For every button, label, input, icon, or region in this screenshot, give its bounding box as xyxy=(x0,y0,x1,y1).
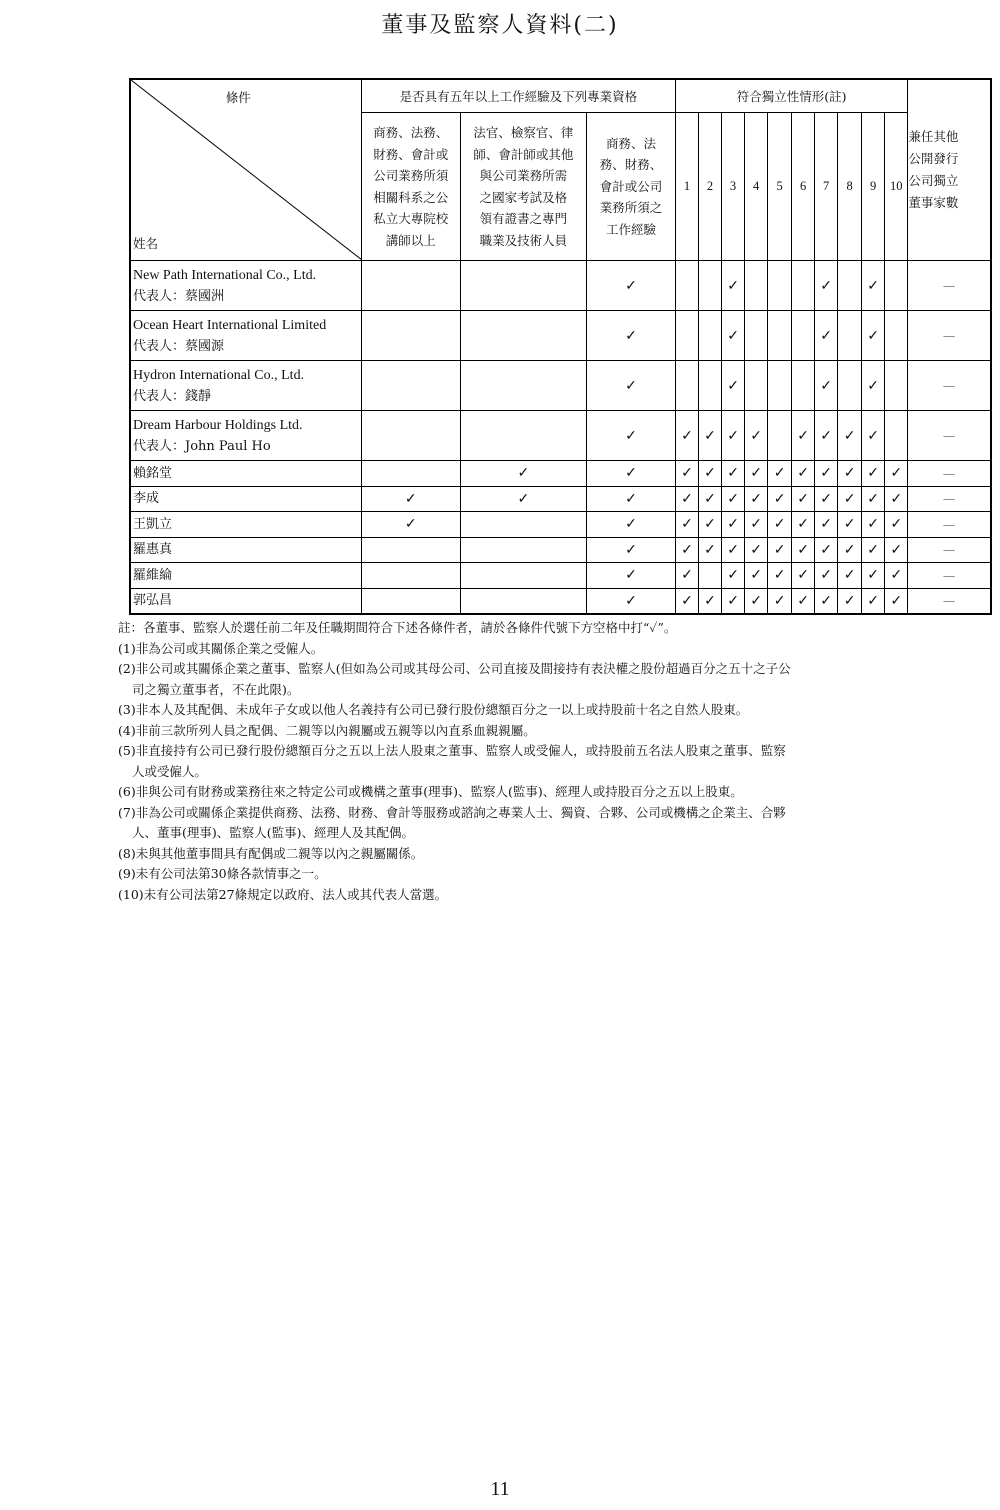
footnote-item: (9)未有公司法第30條各款情事之一。 xyxy=(118,866,327,881)
check-cell: ✓ xyxy=(792,411,815,461)
page-title: 董事及監察人資料(二) xyxy=(381,13,619,38)
table-row xyxy=(130,411,991,461)
check-cell: ✓ xyxy=(586,537,675,563)
check-cell: ✓ xyxy=(792,512,815,538)
footnote-item: (3)非本人及其配偶、未成年子女或以他人名義持有公司已發行股份總額百分之一以上或持股前十名之自然人股東。 xyxy=(118,702,749,717)
check-cell: ✓ xyxy=(768,537,792,563)
check-cell xyxy=(885,261,908,311)
table-row xyxy=(130,563,991,589)
check-cell xyxy=(460,588,586,614)
independence-group-header: 符合獨立性情形(註) xyxy=(676,79,908,113)
check-cell: ✓ xyxy=(586,461,675,487)
check-cell: ✓ xyxy=(722,588,745,614)
check-cell xyxy=(361,311,460,361)
check-cell: ✓ xyxy=(862,588,885,614)
check-cell: ✓ xyxy=(862,461,885,487)
check-cell: ✓ xyxy=(815,461,838,487)
independence-number: 8 xyxy=(838,113,862,261)
check-cell: ✓ xyxy=(586,311,675,361)
footnote-item-continued: 人或受僱人。 xyxy=(132,763,208,779)
check-cell xyxy=(768,261,792,311)
check-cell xyxy=(885,411,908,461)
check-cell: ✓ xyxy=(722,261,745,311)
check-cell: ✓ xyxy=(838,588,862,614)
check-cell: ✓ xyxy=(885,486,908,512)
dash-cell: — xyxy=(908,411,991,461)
check-cell: ✓ xyxy=(699,537,722,563)
experience-group-header: 是否具有五年以上工作經驗及下列專業資格 xyxy=(361,79,675,113)
check-cell xyxy=(699,361,722,411)
dash-cell: — xyxy=(908,486,991,512)
check-cell: ✓ xyxy=(722,537,745,563)
footnote-item: (6)非與公司有財務或業務往來之特定公司或機構之董事(理事)、監察人(監事)、經理人或持股百分之五以上股東。 xyxy=(118,784,743,799)
check-cell xyxy=(885,361,908,411)
check-cell xyxy=(361,563,460,589)
check-cell xyxy=(699,563,722,589)
check-cell xyxy=(361,537,460,563)
check-cell xyxy=(460,311,586,361)
footnote-item: (10)未有公司法第27條規定以政府、法人或其代表人當選。 xyxy=(118,886,448,902)
director-entity-name: Hydron International Co., Ltd. xyxy=(133,367,305,383)
check-cell: ✓ xyxy=(745,512,768,538)
table-row xyxy=(130,261,991,311)
check-cell: ✓ xyxy=(699,486,722,512)
director-name-cell xyxy=(130,411,361,461)
check-cell: ✓ xyxy=(815,588,838,614)
director-name-cell xyxy=(130,361,361,411)
check-cell: ✓ xyxy=(815,537,838,563)
check-cell: ✓ xyxy=(768,486,792,512)
dash-cell: — xyxy=(908,563,991,589)
check-cell: ✓ xyxy=(885,512,908,538)
footnote-intro: 註：各董事、監察人於選任前二年及任職期間符合下述各條件者，請於各條件代號下方空格中打“✓”。 xyxy=(118,620,677,635)
footnote-item: (5)非直接持有公司已發行股份總額百分之五以上法人股東之董事、監察人或受僱人，或持股前五名法人股東之董事、監察 xyxy=(118,743,786,758)
qualification-header-licensed: 法官、檢察官、律 師、會計師或其他 與公司業務所需 之國家考試及格 領有證書之專門 職業及技術人員 xyxy=(460,113,586,261)
director-representative: 代表人：John Paul Ho xyxy=(133,438,271,454)
check-cell xyxy=(676,311,699,361)
independence-number: 3 xyxy=(722,113,745,261)
check-cell xyxy=(768,361,792,411)
check-cell: ✓ xyxy=(676,461,699,487)
check-cell: ✓ xyxy=(815,563,838,589)
check-cell: ✓ xyxy=(768,588,792,614)
independence-number: 5 xyxy=(768,113,792,261)
header-corner xyxy=(130,79,361,261)
qualification-header-work-experience: 商務、法 務、財務、 會計或公司 業務所須之 工作經驗 xyxy=(586,113,675,261)
check-cell xyxy=(838,311,862,361)
independence-number: 6 xyxy=(792,113,815,261)
check-cell: ✓ xyxy=(885,563,908,589)
check-cell: ✓ xyxy=(815,512,838,538)
check-cell: ✓ xyxy=(745,563,768,589)
independence-number: 4 xyxy=(745,113,768,261)
check-cell: ✓ xyxy=(792,563,815,589)
check-cell: ✓ xyxy=(885,461,908,487)
director-entity-name: New Path International Co., Ltd. xyxy=(133,267,317,283)
check-cell: ✓ xyxy=(722,486,745,512)
check-cell xyxy=(361,461,460,487)
check-cell: ✓ xyxy=(586,261,675,311)
check-cell: ✓ xyxy=(862,261,885,311)
director-entity-name: Dream Harbour Holdings Ltd. xyxy=(133,417,303,433)
check-cell xyxy=(361,411,460,461)
check-cell: ✓ xyxy=(862,563,885,589)
check-cell: ✓ xyxy=(699,461,722,487)
independence-number: 10 xyxy=(885,113,908,261)
check-cell: ✓ xyxy=(862,411,885,461)
dash-cell: — xyxy=(908,311,991,361)
check-cell: ✓ xyxy=(745,411,768,461)
other-independent-director-count-header: 兼任其他 公開發行 公司獨立 董事家數 xyxy=(908,79,991,261)
check-cell: ✓ xyxy=(862,486,885,512)
check-cell: ✓ xyxy=(586,588,675,614)
check-cell xyxy=(699,261,722,311)
check-cell xyxy=(361,588,460,614)
check-cell: ✓ xyxy=(586,486,675,512)
check-cell xyxy=(699,311,722,361)
check-cell: ✓ xyxy=(862,311,885,361)
director-representative: 代表人：錢靜 xyxy=(133,388,212,404)
check-cell xyxy=(745,361,768,411)
check-cell: ✓ xyxy=(676,563,699,589)
footnote-item: (2)非公司或其關係企業之董事、監察人(但如為公司或其母公司、公司直接及間接持有表決權之股份超過百分之五十之子公 xyxy=(118,661,791,676)
check-cell: ✓ xyxy=(722,311,745,361)
check-cell: ✓ xyxy=(792,537,815,563)
director-qualification-table xyxy=(129,78,992,615)
check-cell xyxy=(460,361,586,411)
check-cell xyxy=(460,411,586,461)
check-cell: ✓ xyxy=(768,461,792,487)
dash-cell: — xyxy=(908,361,991,411)
check-cell: ✓ xyxy=(722,411,745,461)
check-cell: ✓ xyxy=(722,512,745,538)
independence-number: 1 xyxy=(676,113,699,261)
check-cell: ✓ xyxy=(586,411,675,461)
check-cell: ✓ xyxy=(815,311,838,361)
check-cell: ✓ xyxy=(792,486,815,512)
check-cell: ✓ xyxy=(699,512,722,538)
check-cell: ✓ xyxy=(838,563,862,589)
footnote-item: (7)非為公司或關係企業提供商務、法務、財務、會計等服務或諮詢之專業人士、獨資、合夥、公司或機構之企業主、合夥 xyxy=(118,804,786,820)
check-cell: ✓ xyxy=(745,486,768,512)
table-row xyxy=(130,361,991,411)
check-cell xyxy=(768,411,792,461)
check-cell: ✓ xyxy=(722,361,745,411)
check-cell: ✓ xyxy=(460,461,586,487)
check-cell: ✓ xyxy=(838,486,862,512)
check-cell: ✓ xyxy=(745,461,768,487)
footnotes xyxy=(118,618,998,905)
check-cell: ✓ xyxy=(838,411,862,461)
check-cell xyxy=(361,261,460,311)
check-cell: ✓ xyxy=(676,588,699,614)
check-cell: ✓ xyxy=(745,588,768,614)
dash-cell: — xyxy=(908,512,991,538)
table-row xyxy=(130,588,991,614)
check-cell xyxy=(460,537,586,563)
footnote-item-continued: 司之獨立董事者，不在此限)。 xyxy=(132,681,300,697)
dash-cell: — xyxy=(908,461,991,487)
check-cell: ✓ xyxy=(586,361,675,411)
check-cell: ✓ xyxy=(815,486,838,512)
check-cell: ✓ xyxy=(862,512,885,538)
qualification-header-academic: 商務、法務、 財務、會計或 公司業務所須 相關科系之公 私立大專院校 講師以上 xyxy=(361,113,460,261)
independence-number: 2 xyxy=(699,113,722,261)
dash-cell: — xyxy=(908,588,991,614)
check-cell: ✓ xyxy=(699,411,722,461)
check-cell: ✓ xyxy=(676,537,699,563)
check-cell: ✓ xyxy=(885,537,908,563)
director-name-cell: 賴銘堂 xyxy=(130,461,361,487)
table-row xyxy=(130,311,991,361)
director-name-cell: 羅惠真 xyxy=(130,537,361,563)
director-name-cell: 王凱立 xyxy=(130,512,361,538)
director-name-cell xyxy=(130,261,361,311)
check-cell: ✓ xyxy=(768,512,792,538)
check-cell: ✓ xyxy=(586,512,675,538)
check-cell: ✓ xyxy=(722,563,745,589)
check-cell: ✓ xyxy=(676,486,699,512)
check-cell xyxy=(460,512,586,538)
dash-cell: — xyxy=(908,537,991,563)
table-row xyxy=(130,486,991,512)
director-name-cell: 郭弘昌 xyxy=(130,588,361,614)
independence-number: 9 xyxy=(862,113,885,261)
check-cell: ✓ xyxy=(862,361,885,411)
check-cell: ✓ xyxy=(460,486,586,512)
check-cell: ✓ xyxy=(815,411,838,461)
check-cell: ✓ xyxy=(792,588,815,614)
check-cell: ✓ xyxy=(838,512,862,538)
check-cell: ✓ xyxy=(838,461,862,487)
check-cell: ✓ xyxy=(699,588,722,614)
director-name-cell: 李成 xyxy=(130,486,361,512)
check-cell: ✓ xyxy=(815,361,838,411)
table-row xyxy=(130,537,991,563)
check-cell: ✓ xyxy=(676,411,699,461)
check-cell: ✓ xyxy=(815,261,838,311)
check-cell xyxy=(676,361,699,411)
check-cell xyxy=(745,261,768,311)
corner-condition-label: 條件 xyxy=(225,90,251,105)
director-entity-name: Ocean Heart International Limited xyxy=(133,317,327,333)
footnote-item: (8)未與其他董事間具有配偶或二親等以內之親屬關係。 xyxy=(118,845,424,861)
check-cell: ✓ xyxy=(361,486,460,512)
check-cell xyxy=(792,261,815,311)
director-representative: 代表人：蔡國源 xyxy=(133,338,225,354)
footnote-item: (1)非為公司或其關係企業之受僱人。 xyxy=(118,640,324,656)
check-cell xyxy=(838,261,862,311)
check-cell: ✓ xyxy=(838,537,862,563)
corner-diagonal xyxy=(131,80,362,260)
check-cell: ✓ xyxy=(768,563,792,589)
check-cell xyxy=(838,361,862,411)
check-cell xyxy=(745,311,768,361)
check-cell xyxy=(460,563,586,589)
dash-cell: — xyxy=(908,261,991,311)
director-name-cell xyxy=(130,311,361,361)
check-cell xyxy=(792,311,815,361)
check-cell: ✓ xyxy=(862,537,885,563)
footnote-item-continued: 人、董事(理事)、監察人(監事)、經理人及其配偶。 xyxy=(132,825,415,840)
table-row xyxy=(130,512,991,538)
check-cell xyxy=(460,261,586,311)
table-row xyxy=(130,461,991,487)
corner-name-label: 姓名 xyxy=(133,236,159,251)
check-cell: ✓ xyxy=(792,461,815,487)
check-cell: ✓ xyxy=(722,461,745,487)
check-cell: ✓ xyxy=(885,588,908,614)
footnote-item: (4)非前三款所列人員之配偶、二親等以內親屬或五親等以內直系血親親屬。 xyxy=(118,722,536,738)
check-cell xyxy=(885,311,908,361)
check-cell xyxy=(768,311,792,361)
page-number: 11 xyxy=(490,1478,510,1500)
director-representative: 代表人：蔡國洲 xyxy=(133,288,225,304)
check-cell xyxy=(676,261,699,311)
check-cell: ✓ xyxy=(745,537,768,563)
check-cell: ✓ xyxy=(676,512,699,538)
check-cell xyxy=(792,361,815,411)
check-cell: ✓ xyxy=(586,563,675,589)
independence-number: 7 xyxy=(815,113,838,261)
check-cell xyxy=(361,361,460,411)
check-cell: ✓ xyxy=(361,512,460,538)
director-name-cell: 羅維綸 xyxy=(130,563,361,589)
